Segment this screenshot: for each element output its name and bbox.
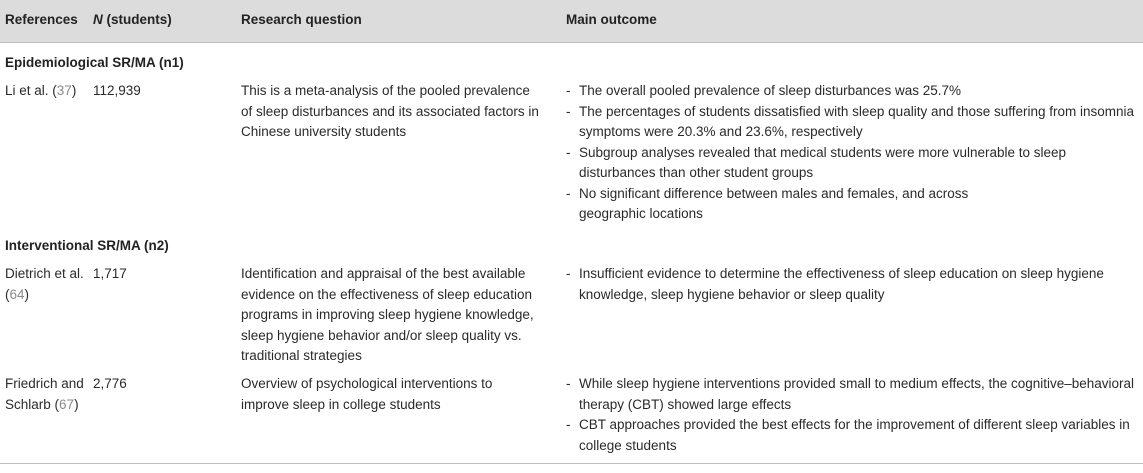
header-n-rest: (students) [102,12,172,27]
outcome-list [566,264,1141,305]
outcome-item: - While sleep hygiene interventions provided small to medium effects, the cognitive–behavioral therapy (CBT) showed large effects [566,374,1141,415]
outcome-item: - CBT approaches provided the best effects for the improvement of different sleep variables in college students [566,415,1141,456]
outcome-item: - The percentages of students dissatisfied with sleep quality and those suffering from insomnia symptoms were 20.3% and 23.6%, respectively [566,102,1141,143]
main-outcome-cell [566,374,1141,456]
n-students-cell: 112,939 [93,83,141,98]
reference-text: Li et al. ( [5,83,57,98]
outcome-item: - Subgroup analyses revealed that medical students were more vulnerable to sleep disturbances than other student groups [566,143,1141,184]
reference-cell [5,81,87,102]
reference-link[interactable]: 64 [9,286,25,302]
outcome-item: - The overall pooled prevalence of sleep disturbances was 25.7% [566,81,1141,102]
main-outcome-cell [566,81,1141,225]
reference-text: Friedrich and [5,376,84,391]
reference-cell [5,264,95,305]
reference-cell [5,374,95,415]
header-main-outcome: Main outcome [566,12,657,27]
table-bottom-rule [0,463,1143,464]
research-question-cell: This is a meta-analysis of the pooled prevalence of sleep disturbances and its associated factors in Chinese university students [241,83,539,139]
section-title: Interventional SR/MA (n2) [5,238,169,253]
n-students-cell: 2,776 [93,376,127,391]
outcome-item: - No significant difference between males and females, and across geographic locations [566,184,979,225]
research-question-cell: Identification and appraisal of the best available evidence on the effectiveness of sleep education programs in improving sleep hygiene knowledge, sleep hygiene behavior and/or sleep quality vs. traditional strategies [241,266,534,363]
header-research-question: Research question [241,12,362,27]
table-header [0,0,1143,43]
main-outcome-cell [566,264,1141,305]
research-question-cell: Overview of psychological interventions to improve sleep in college students [241,376,493,412]
reference-link[interactable]: 67 [59,396,75,412]
outcome-list [566,374,1141,456]
reference-link[interactable]: 37 [56,83,72,98]
reference-line2: Schlarb (67) [5,396,79,412]
reference-line2: (64) [5,286,30,302]
outcome-list [566,81,1141,225]
outcome-item: - Insufficient evidence to determine the effectiveness of sleep education on sleep hygiene knowledge, sleep hygiene behavior or sleep quality [566,264,1141,305]
section-title: Epidemiological SR/MA (n1) [5,55,184,70]
header-references: References [5,12,78,27]
n-students-cell: 1,717 [93,266,127,281]
reference-text: Dietrich et al. [5,266,84,281]
reference-close: ) [71,83,77,98]
reference-line2-text: Schlarb ( [5,396,60,412]
header-n-students [93,10,172,31]
header-n-italic: N [93,12,103,27]
